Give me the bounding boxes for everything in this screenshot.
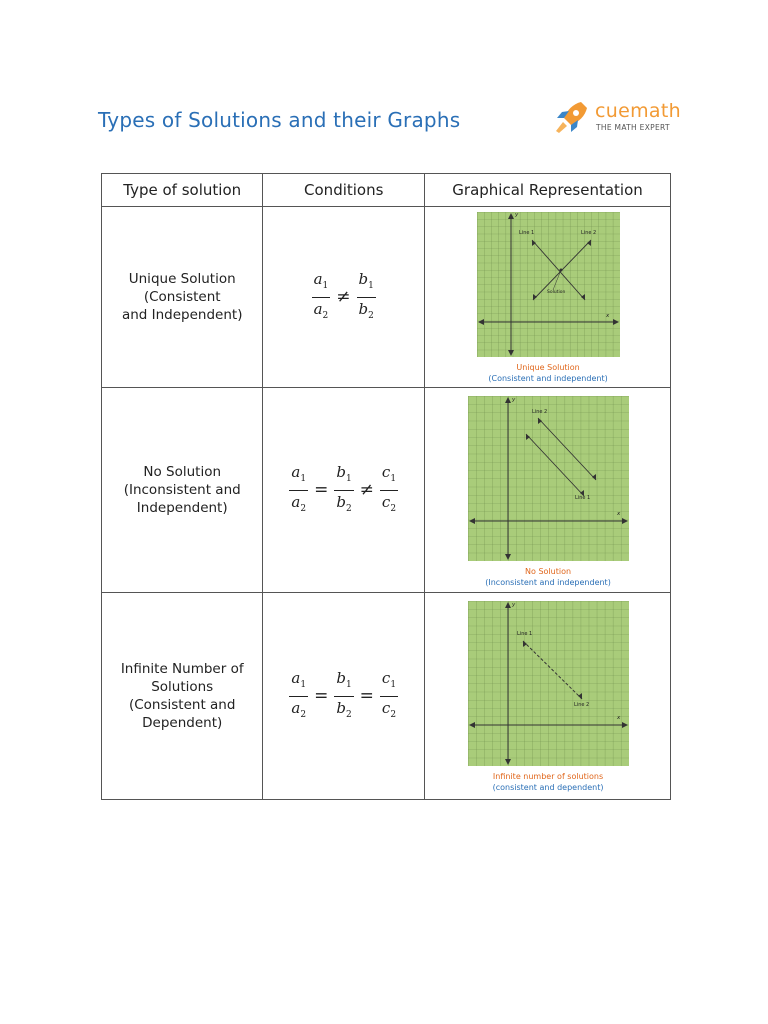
solution-label: Solution xyxy=(547,290,566,295)
line-label: Line 1 xyxy=(517,631,533,637)
condition-formula xyxy=(263,270,424,325)
type-cell xyxy=(102,388,263,593)
fraction-b: $\frac{b_1}{b_2}$ xyxy=(336,668,352,720)
fraction-a: $\frac{a_1}{a_2}$ xyxy=(291,668,307,720)
fraction-c: $\frac{c_1}{c_2}$ xyxy=(381,668,397,720)
y-axis-label: y xyxy=(512,397,516,403)
brand-tagline: THE MATH EXPERT xyxy=(596,123,670,132)
type-line: Independent) xyxy=(136,500,228,516)
rocket-icon xyxy=(551,98,591,138)
fraction-b: $\frac{b_1}{b_2}$ xyxy=(358,269,374,321)
x-axis-label: x xyxy=(606,313,610,319)
graph-cell xyxy=(425,388,671,593)
header-conditions: Conditions xyxy=(263,174,425,207)
fraction-a: $\frac{a_1}{a_2}$ xyxy=(313,269,329,321)
not-equal-operator: ≠ xyxy=(359,480,374,500)
condition-cell xyxy=(263,207,425,388)
type-line: (Consistent xyxy=(143,289,221,305)
equal-operator: = xyxy=(314,480,329,500)
graph-caption-title: No Solution xyxy=(525,567,572,576)
fraction-b: $\frac{b_1}{b_2}$ xyxy=(336,462,352,514)
page-title: Types of Solutions and their Graphs xyxy=(98,108,461,132)
graph-caption-title: Infinite number of solutions xyxy=(492,772,604,781)
type-line: Dependent) xyxy=(142,715,223,731)
type-line: No Solution xyxy=(143,464,222,480)
type-line: (Inconsistent and xyxy=(123,482,241,498)
brand-name: cuemath xyxy=(595,100,681,122)
condition-cell xyxy=(263,388,425,593)
table-row xyxy=(102,207,671,388)
line-label: Line 2 xyxy=(581,230,597,236)
table-row xyxy=(102,388,671,593)
condition-cell xyxy=(263,593,425,800)
type-line: Unique Solution xyxy=(128,271,236,287)
graph-unique-solution xyxy=(477,212,620,357)
type-cell xyxy=(102,207,263,388)
condition-formula xyxy=(263,463,424,518)
x-axis-label: x xyxy=(617,715,621,721)
cuemath-logo xyxy=(551,98,681,140)
graph-caption-sub: (Consistent and independent) xyxy=(488,374,608,383)
table-header-row xyxy=(102,174,671,207)
line-label: Line 1 xyxy=(519,230,535,236)
equal-operator: = xyxy=(314,686,329,706)
graph-caption-sub: (consistent and dependent) xyxy=(492,783,604,792)
y-axis-label: y xyxy=(512,602,516,608)
equal-operator: = xyxy=(359,686,374,706)
graph-infinite-solutions xyxy=(468,601,629,766)
fraction-c: $\frac{c_1}{c_2}$ xyxy=(381,462,397,514)
line-label: Line 2 xyxy=(574,702,590,708)
graph-no-solution xyxy=(468,396,629,561)
not-equal-operator: ≠ xyxy=(336,287,351,307)
type-line: Infinite Number of xyxy=(120,661,244,677)
type-line: (Consistent and xyxy=(128,697,236,713)
line-label: Line 1 xyxy=(575,495,591,501)
type-cell xyxy=(102,593,263,800)
table-row xyxy=(102,593,671,800)
graph-cell xyxy=(425,207,671,388)
line-label: Line 2 xyxy=(532,409,548,415)
graph-cell xyxy=(425,593,671,800)
graph-caption-title: Unique Solution xyxy=(516,363,580,372)
y-axis-label: y xyxy=(515,212,519,218)
condition-formula xyxy=(263,669,424,724)
x-axis-label: x xyxy=(617,511,621,517)
header-type: Type of solution xyxy=(102,174,263,207)
fraction-a: $\frac{a_1}{a_2}$ xyxy=(291,462,307,514)
graph-caption-sub: (Inconsistent and independent) xyxy=(485,578,611,587)
type-line: Solutions xyxy=(151,679,214,695)
solutions-table xyxy=(101,173,671,800)
header-graph: Graphical Representation xyxy=(425,174,671,207)
type-line: and Independent) xyxy=(121,307,243,323)
